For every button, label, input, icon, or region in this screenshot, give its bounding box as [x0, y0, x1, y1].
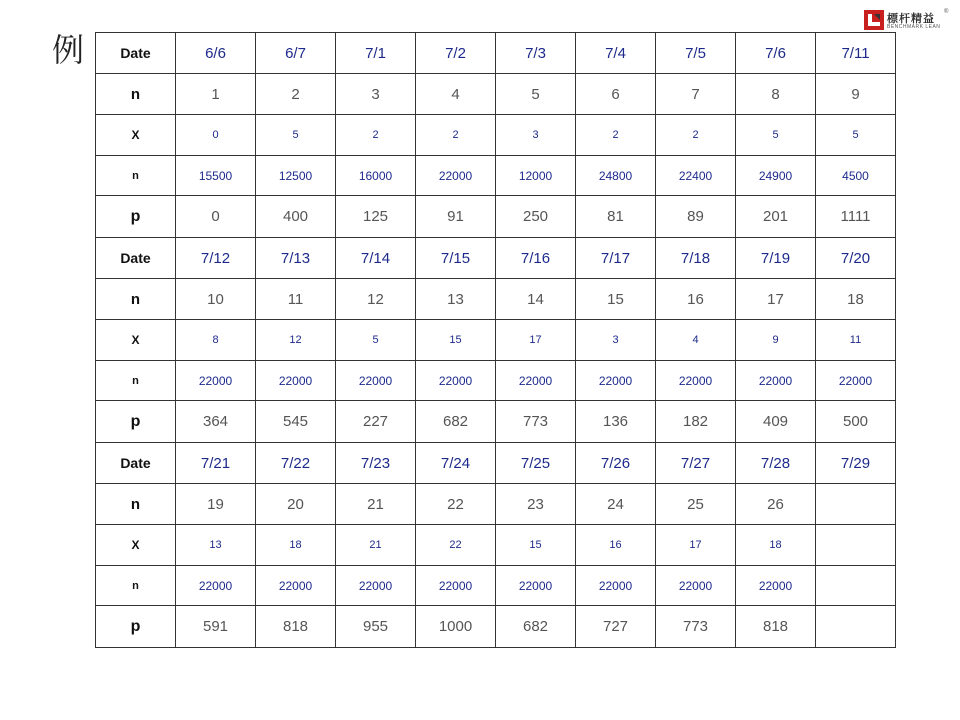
table-cell: 500 — [816, 401, 896, 443]
table-cell: 9 — [816, 74, 896, 115]
table-cell: 22000 — [336, 566, 416, 606]
table-cell: 7/4 — [576, 33, 656, 74]
table-cell: 22000 — [496, 566, 576, 606]
table-cell: 5 — [496, 74, 576, 115]
table-cell: 7/28 — [736, 443, 816, 484]
row-label: Date — [96, 238, 176, 279]
table-cell: 4 — [656, 320, 736, 361]
row-label: n — [96, 361, 176, 401]
table-cell: 25 — [656, 484, 736, 525]
table-cell: 22000 — [576, 361, 656, 401]
table-cell — [816, 525, 896, 566]
table-cell: 24 — [576, 484, 656, 525]
table-cell: 81 — [576, 196, 656, 238]
row-label: n — [96, 566, 176, 606]
table-cell: 7/18 — [656, 238, 736, 279]
table-cell: 8 — [176, 320, 256, 361]
table-cell: 0 — [176, 115, 256, 156]
table-cell: 2 — [576, 115, 656, 156]
table-cell: 545 — [256, 401, 336, 443]
table-cell: 8 — [736, 74, 816, 115]
table-cell: 2 — [416, 115, 496, 156]
table-cell: 3 — [576, 320, 656, 361]
table-cell: 0 — [176, 196, 256, 238]
table-cell: 818 — [736, 606, 816, 648]
table-cell: 22 — [416, 484, 496, 525]
table-cell: 22000 — [576, 566, 656, 606]
data-table — [95, 32, 896, 648]
table-row-x — [96, 115, 896, 156]
table-cell: 22400 — [656, 156, 736, 196]
row-label: n — [96, 74, 176, 115]
table-cell: 26 — [736, 484, 816, 525]
table-cell: 19 — [176, 484, 256, 525]
table-cell: 20 — [256, 484, 336, 525]
table-row-n2 — [96, 361, 896, 401]
table-cell: 17 — [496, 320, 576, 361]
row-label: X — [96, 115, 176, 156]
table-row-p — [96, 401, 896, 443]
table-cell: 5 — [816, 115, 896, 156]
table-cell: 21 — [336, 484, 416, 525]
table-cell: 6/7 — [256, 33, 336, 74]
table-row-n1 — [96, 279, 896, 320]
table-row-n2 — [96, 566, 896, 606]
table-cell: 7/27 — [656, 443, 736, 484]
row-label: X — [96, 320, 176, 361]
table-cell: 16 — [656, 279, 736, 320]
table-cell: 7/3 — [496, 33, 576, 74]
table-cell: 125 — [336, 196, 416, 238]
table-cell: 23 — [496, 484, 576, 525]
table-cell: 7/19 — [736, 238, 816, 279]
table-cell: 182 — [656, 401, 736, 443]
table-cell: 22000 — [496, 361, 576, 401]
table-cell: 18 — [736, 525, 816, 566]
table-cell: 22000 — [416, 156, 496, 196]
row-label: p — [96, 606, 176, 648]
table-row-date — [96, 443, 896, 484]
table-cell: 24900 — [736, 156, 816, 196]
table-cell: 7/26 — [576, 443, 656, 484]
table-cell: 5 — [736, 115, 816, 156]
table-cell: 22000 — [176, 566, 256, 606]
table-cell: 16000 — [336, 156, 416, 196]
table-cell: 24800 — [576, 156, 656, 196]
table-cell: 12 — [336, 279, 416, 320]
table-row-date — [96, 33, 896, 74]
table-row-n2 — [96, 156, 896, 196]
table-cell: 7/23 — [336, 443, 416, 484]
table-cell: 7/17 — [576, 238, 656, 279]
table-row-n1 — [96, 484, 896, 525]
table-cell: 15 — [496, 525, 576, 566]
table-cell: 22000 — [736, 566, 816, 606]
table-cell: 22000 — [656, 361, 736, 401]
row-label: n — [96, 484, 176, 525]
row-label: X — [96, 525, 176, 566]
row-label: n — [96, 279, 176, 320]
table-cell: 18 — [816, 279, 896, 320]
table-cell: 15500 — [176, 156, 256, 196]
table-cell: 7/15 — [416, 238, 496, 279]
table-cell: 7/22 — [256, 443, 336, 484]
table-cell — [816, 566, 896, 606]
table-cell: 1111 — [816, 196, 896, 238]
table-cell: 17 — [736, 279, 816, 320]
table-cell: 5 — [336, 320, 416, 361]
table-row-x — [96, 525, 896, 566]
table-cell: 7/25 — [496, 443, 576, 484]
table-cell: 136 — [576, 401, 656, 443]
table-cell: 22000 — [736, 361, 816, 401]
table-cell: 91 — [416, 196, 496, 238]
table-cell: 773 — [656, 606, 736, 648]
table-cell: 11 — [816, 320, 896, 361]
table-cell: 22000 — [656, 566, 736, 606]
table-cell: 7/14 — [336, 238, 416, 279]
table-cell: 18 — [256, 525, 336, 566]
row-label: n — [96, 156, 176, 196]
table-cell: 682 — [416, 401, 496, 443]
table-cell: 7/6 — [736, 33, 816, 74]
row-label: p — [96, 401, 176, 443]
table-cell: 12500 — [256, 156, 336, 196]
table-cell: 12000 — [496, 156, 576, 196]
table-cell: 682 — [496, 606, 576, 648]
table-cell: 2 — [256, 74, 336, 115]
table-cell: 2 — [656, 115, 736, 156]
table-cell: 773 — [496, 401, 576, 443]
table-cell: 22000 — [336, 361, 416, 401]
table-cell: 15 — [416, 320, 496, 361]
table-cell: 7/12 — [176, 238, 256, 279]
table-cell: 7/16 — [496, 238, 576, 279]
table-cell: 21 — [336, 525, 416, 566]
table-cell: 7/21 — [176, 443, 256, 484]
table-cell: 250 — [496, 196, 576, 238]
table-cell: 2 — [336, 115, 416, 156]
table-cell: 22000 — [816, 361, 896, 401]
table-cell: 16 — [576, 525, 656, 566]
table-cell: 227 — [336, 401, 416, 443]
table-cell: 727 — [576, 606, 656, 648]
table-cell: 10 — [176, 279, 256, 320]
table-cell: 7/2 — [416, 33, 496, 74]
brand-tagline: BENCHMARK LEAN — [887, 24, 941, 30]
table-cell: 955 — [336, 606, 416, 648]
table-cell: 4 — [416, 74, 496, 115]
table-row-x — [96, 320, 896, 361]
table-cell: 13 — [416, 279, 496, 320]
table-cell: 7/20 — [816, 238, 896, 279]
table-row-p — [96, 196, 896, 238]
table-cell: 3 — [336, 74, 416, 115]
table-cell: 7/24 — [416, 443, 496, 484]
table-cell: 9 — [736, 320, 816, 361]
row-label: Date — [96, 443, 176, 484]
table-cell: 591 — [176, 606, 256, 648]
table-cell: 22000 — [256, 566, 336, 606]
table-cell: 22 — [416, 525, 496, 566]
table-cell: 6 — [576, 74, 656, 115]
table-cell: 14 — [496, 279, 576, 320]
table-cell: 22000 — [176, 361, 256, 401]
table-cell — [816, 606, 896, 648]
table-cell: 7/5 — [656, 33, 736, 74]
table-cell: 17 — [656, 525, 736, 566]
table-cell: 201 — [736, 196, 816, 238]
table-cell: 22000 — [416, 566, 496, 606]
table-cell: 7/29 — [816, 443, 896, 484]
row-label: Date — [96, 33, 176, 74]
page-mark: 例 — [52, 31, 85, 69]
table-cell: 818 — [256, 606, 336, 648]
table-cell: 409 — [736, 401, 816, 443]
benchmark-lean-logo-icon — [864, 10, 884, 30]
row-label: p — [96, 196, 176, 238]
table-cell: 15 — [576, 279, 656, 320]
table-cell: 400 — [256, 196, 336, 238]
table-cell: 364 — [176, 401, 256, 443]
table-cell: 7 — [656, 74, 736, 115]
table-cell: 12 — [256, 320, 336, 361]
table-cell — [816, 484, 896, 525]
table-cell: 7/1 — [336, 33, 416, 74]
table-cell: 6/6 — [176, 33, 256, 74]
table-row-n1 — [96, 74, 896, 115]
brand-registered-mark: ® — [944, 9, 949, 15]
table-cell: 89 — [656, 196, 736, 238]
table-cell: 11 — [256, 279, 336, 320]
table-cell: 22000 — [416, 361, 496, 401]
table-cell: 7/11 — [816, 33, 896, 74]
table-cell: 5 — [256, 115, 336, 156]
table-row-p — [96, 606, 896, 648]
brand-logo — [864, 10, 950, 34]
table-cell: 13 — [176, 525, 256, 566]
table-cell: 3 — [496, 115, 576, 156]
table-cell: 22000 — [256, 361, 336, 401]
table-cell: 1000 — [416, 606, 496, 648]
table-row-date — [96, 238, 896, 279]
table-cell: 4500 — [816, 156, 896, 196]
brand-name: 標杆精益 — [887, 13, 935, 25]
table-cell: 7/13 — [256, 238, 336, 279]
table-cell: 1 — [176, 74, 256, 115]
